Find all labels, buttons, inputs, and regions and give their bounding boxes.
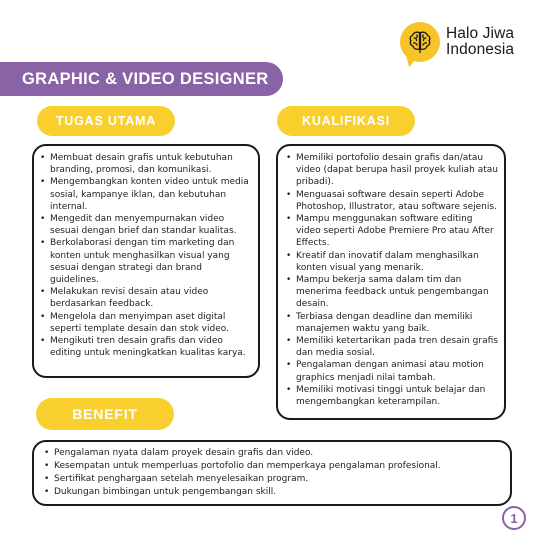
list-item: • Mengembangkan konten video untuk media sosial, kampanye iklan, dan kebutuhan internal.: [40, 176, 252, 213]
list-item: • Melakukan revisi desain atau video berdasarkan feedback.: [40, 286, 252, 310]
benefit-label: BENEFIT: [36, 398, 174, 430]
list-item: • Berkolaborasi dengan tim marketing dan konten untuk menghasilkan visual yang sesuai dengan strategi dan brand guidelines.: [40, 237, 252, 286]
tugas-utama-list: [40, 152, 252, 359]
list-item: • Memiliki portofolio desain grafis dan/atau video (dapat berupa hasil proyek kuliah atau pribadi).: [286, 152, 498, 189]
list-item: • Pengalaman nyata dalam proyek desain grafis dan video.: [44, 447, 502, 460]
brand-name-line1: Halo Jiwa: [446, 25, 515, 42]
kualifikasi-list: [286, 152, 498, 408]
list-item: • Mengikuti tren desain grafis dan video editing untuk meningkatkan kualitas karya.: [40, 335, 252, 359]
list-item: • Menguasai software desain seperti Adobe Photoshop, Illustrator, atau software sejenis.: [286, 189, 498, 213]
list-item: • Memiliki ketertarikan pada tren desain grafis dan media sosial.: [286, 335, 498, 359]
page-title: GRAPHIC & VIDEO DESIGNER: [22, 69, 269, 88]
list-item: • Kesempatan untuk memperluas portofolio dan memperkaya pengalaman profesional.: [44, 460, 502, 473]
list-item: • Membuat desain grafis untuk kebutuhan branding, promosi, dan komunikasi.: [40, 152, 252, 176]
list-item: • Kreatif dan inovatif dalam menghasilkan konten visual yang menarik.: [286, 250, 498, 274]
benefit-list: [44, 447, 502, 499]
page-number-badge: [502, 506, 526, 530]
list-item: • Memiliki motivasi tinggi untuk belajar dan mengembangkan keterampilan.: [286, 384, 498, 408]
list-item: • Mampu menggunakan software editing video seperti Adobe Premiere Pro atau After Effects.: [286, 213, 498, 250]
list-item: • Mengedit dan menyempurnakan video sesuai dengan brief dan standar kualitas.: [40, 213, 252, 237]
kualifikasi-box: [276, 144, 506, 420]
list-item: • Mengelola dan menyimpan aset digital seperti template desain dan stok video.: [40, 311, 252, 335]
page-title-bar: [0, 62, 283, 96]
tugas-utama-box: [32, 144, 260, 378]
list-item: • Dukungan bimbingan untuk pengembangan skill.: [44, 486, 502, 499]
list-item: • Sertifikat penghargaan setelah menyelesaikan program.: [44, 473, 502, 486]
benefit-box: [32, 440, 512, 506]
page-number: 1: [510, 510, 518, 526]
list-item: • Mampu bekerja sama dalam tim dan menerima feedback untuk pengembangan desain.: [286, 274, 498, 311]
brand-logo: [400, 16, 530, 68]
brand-name-line2: Indonesia: [446, 41, 515, 58]
list-item: • Pengalaman dengan animasi atau motion graphics menjadi nilai tambah.: [286, 359, 498, 383]
tugas-utama-label: TUGAS UTAMA: [37, 106, 175, 136]
list-item: • Terbiasa dengan deadline dan memiliki manajemen waktu yang baik.: [286, 311, 498, 335]
brain-icon: [400, 22, 440, 62]
kualifikasi-label: KUALIFIKASI: [277, 106, 415, 136]
